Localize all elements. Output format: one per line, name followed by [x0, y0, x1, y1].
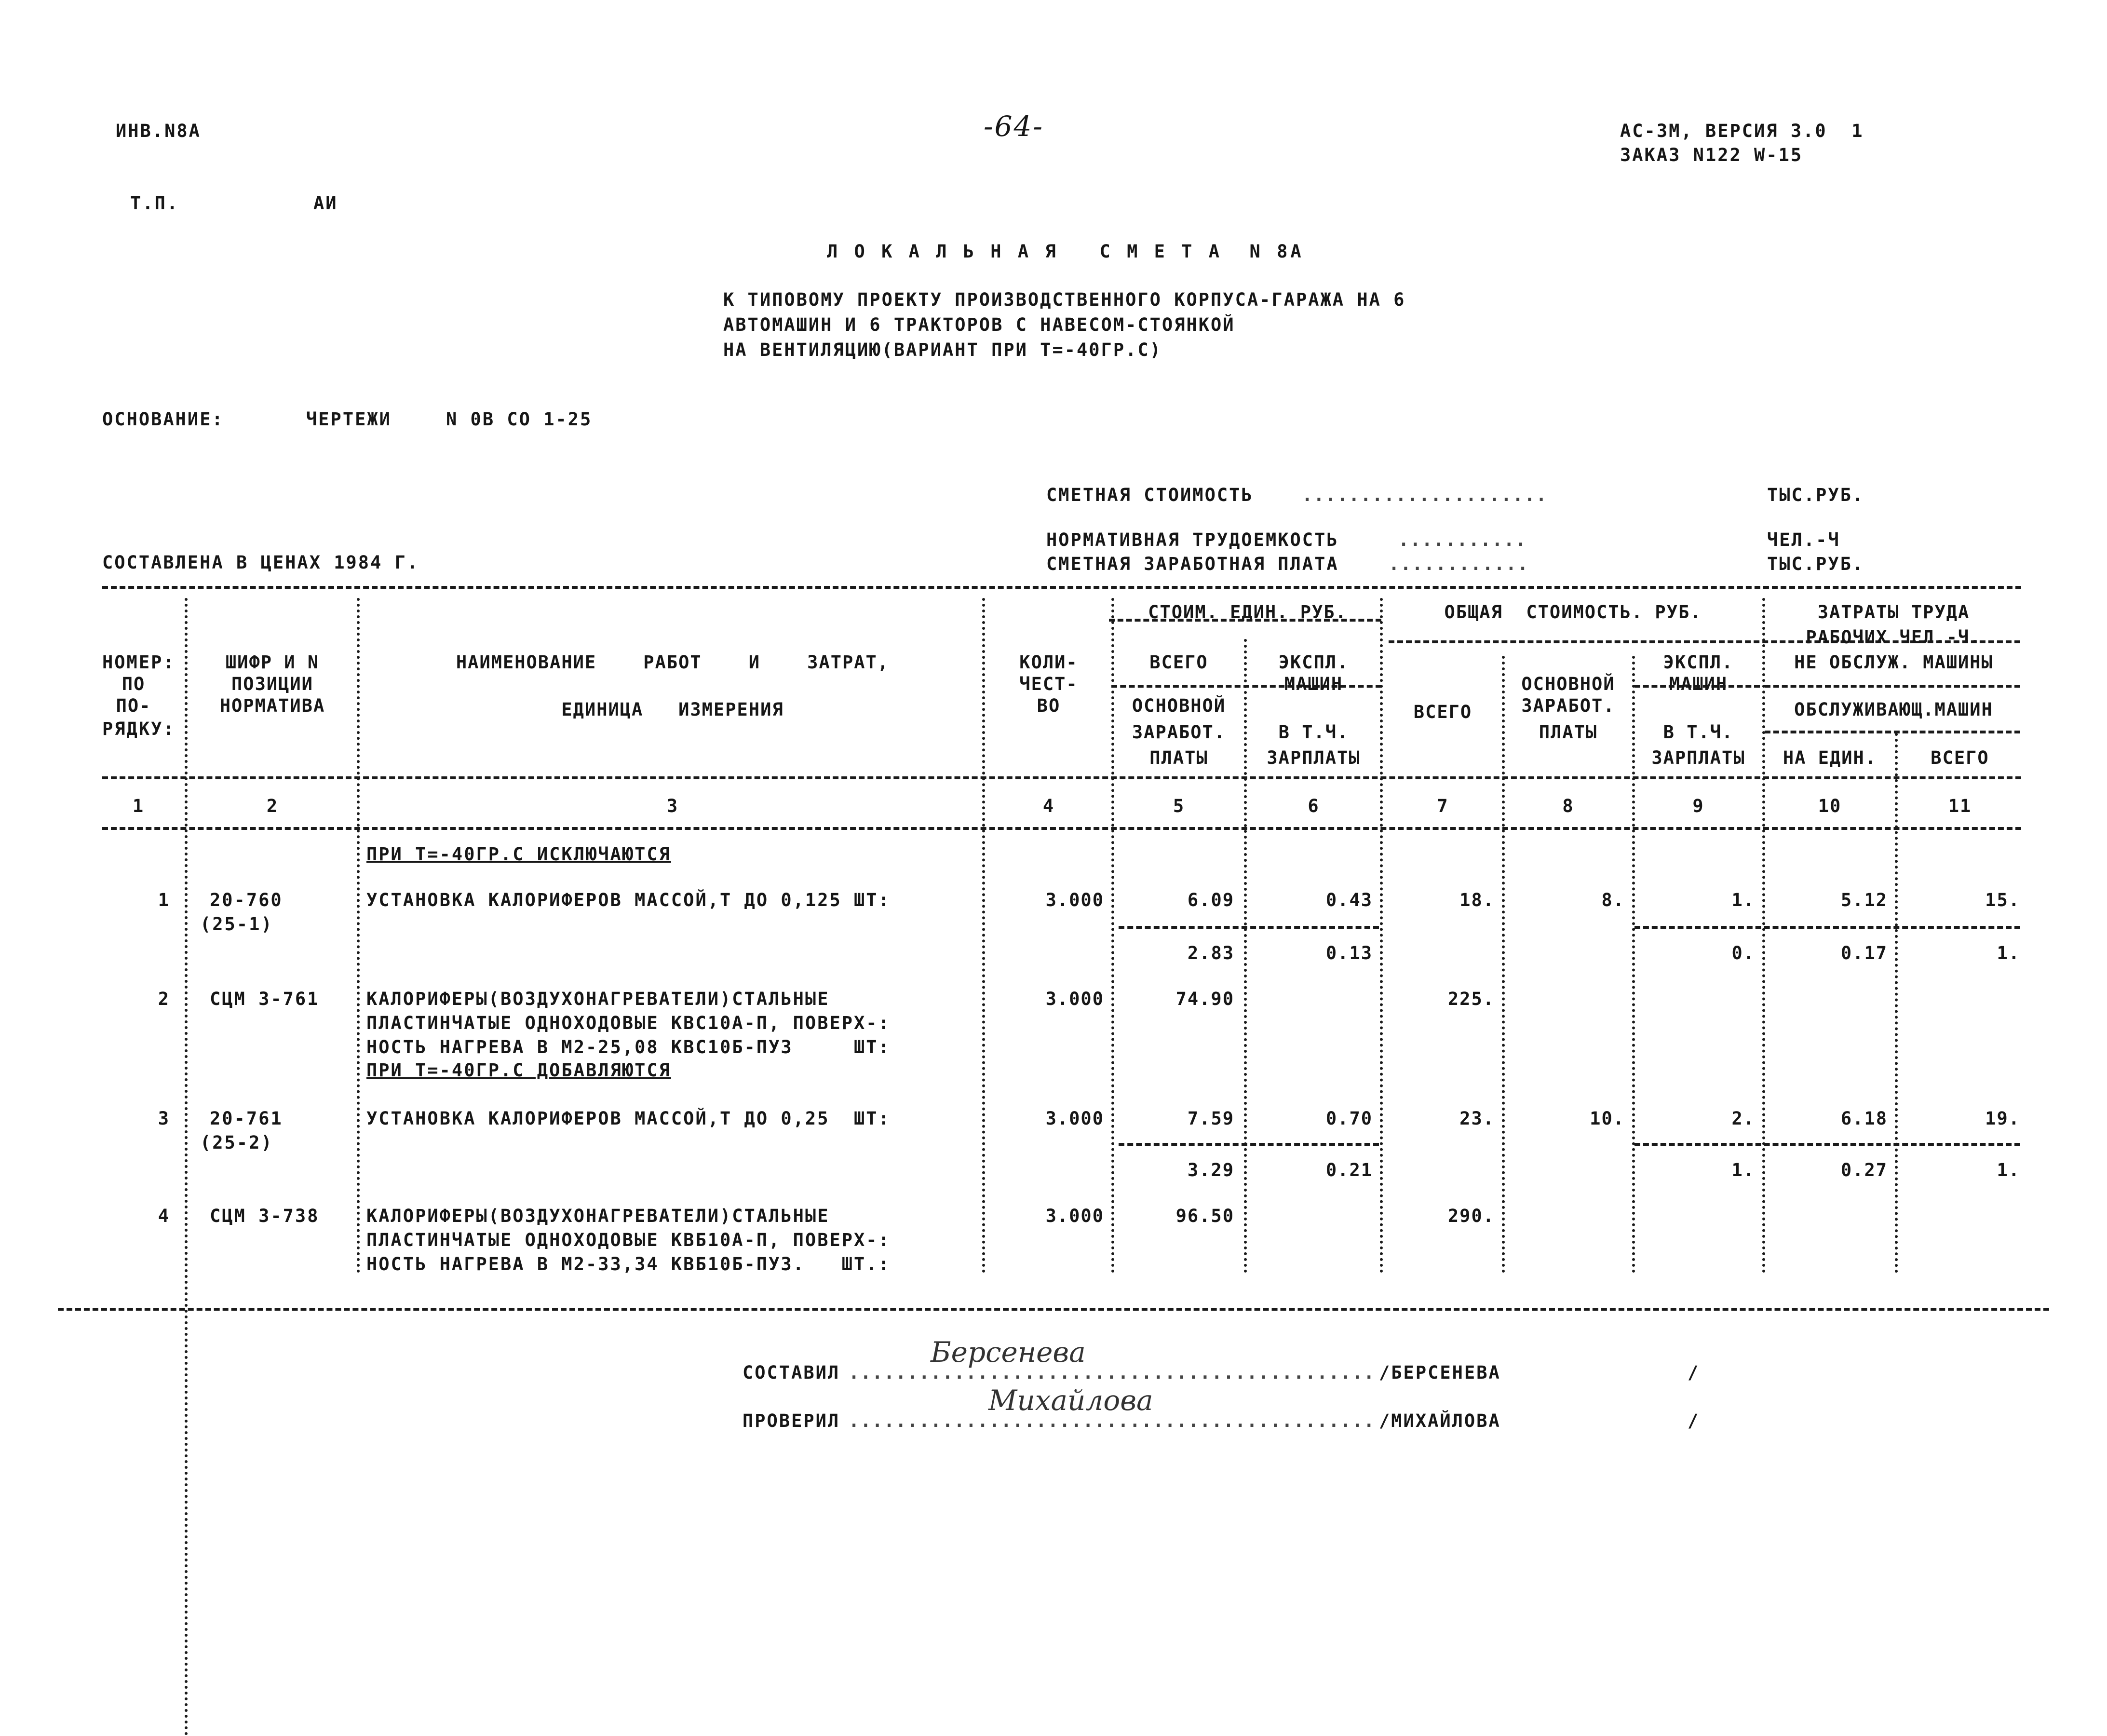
row1-unit-wage: 2.83	[1187, 943, 1234, 963]
row2-total: 225.	[1447, 989, 1495, 1009]
hdr-total-wages-2: ЗАРАБОТ.	[1521, 695, 1615, 716]
table-header-rule	[102, 776, 2021, 779]
labor-rule-2	[1765, 731, 2020, 733]
colnum-9: 9	[1692, 796, 1704, 816]
row3-wages: 10.	[1590, 1108, 1625, 1129]
colnum-3: 3	[666, 796, 679, 816]
colnum-1: 1	[132, 796, 145, 816]
hdr-unit-machine-2: МАШИН	[1284, 674, 1343, 694]
row1-machine: 1.	[1731, 890, 1755, 910]
wages-dots: ............	[1389, 554, 1529, 574]
page-title: Л О К А Л Ь Н А Я С М Е Т А N 8А	[827, 241, 1304, 262]
col-separator-7	[1502, 656, 1510, 1273]
hdr-code-2: ПОЗИЦИИ	[231, 674, 313, 694]
colnum-7: 7	[1437, 796, 1449, 816]
row1-unit-total: 6.09	[1187, 890, 1234, 910]
hdr-unit-total-3: ЗАРАБОТ.	[1132, 722, 1226, 743]
row4-code: СЦМ 3-738	[210, 1206, 320, 1226]
colnum-8: 8	[1562, 796, 1574, 816]
table-colnum-rule	[102, 827, 2021, 830]
row3-machine-wage: 1.	[1731, 1160, 1755, 1180]
hdr-labor-title-2: РАБОЧИХ ЧЕЛ.-Ч.	[1806, 627, 1982, 648]
hdr-code-1: ШИФР И N	[225, 652, 320, 673]
hdr-total-machine-4: ЗАРПЛАТЫ	[1651, 747, 1745, 768]
row4-total: 290.	[1447, 1206, 1495, 1226]
labor-dots: ...........	[1398, 529, 1527, 550]
row3-unit-wage: 3.29	[1187, 1160, 1234, 1180]
row3-labor-unit2: 0.27	[1840, 1160, 1888, 1180]
row2-code: СЦМ 3-761	[210, 989, 320, 1009]
table-bottom-rule	[58, 1308, 2049, 1311]
hdr-labor-per-unit: НА ЕДИН.	[1783, 747, 1877, 768]
ai-label: АИ	[313, 193, 338, 214]
labor-rule	[1765, 685, 2020, 688]
hdr-qty-2: ЧЕСТ-	[1019, 674, 1078, 694]
hdr-name-2: ЕДИНИЦА ИЗМЕРЕНИЯ	[561, 699, 784, 720]
order-label: ЗАКАЗ N122 W-15	[1620, 145, 1803, 165]
row3-labor-total: 19.	[1985, 1108, 2020, 1129]
row1-labor-unit2: 0.17	[1840, 943, 1888, 963]
row1-code-2: (25-1)	[200, 914, 273, 935]
basis-drawings: ЧЕРТЕЖИ	[306, 409, 392, 430]
labor-label: НОРМАТИВНАЯ ТРУДОЕМКОСТЬ	[1046, 529, 1339, 550]
hdr-qty-3: ВО	[1037, 695, 1061, 716]
row1-name: УСТАНОВКА КАЛОРИФЕРОВ МАССОЙ,Т ДО 0,125 ШТ:	[366, 890, 891, 910]
hdr-total-cost-title: ОБЩАЯ СТОИМОСТЬ. РУБ.	[1444, 602, 1702, 623]
hdr-num-4: РЯДКУ:	[102, 719, 176, 739]
hdr-num-3: ПО-	[116, 695, 151, 716]
row1-labor-unit: 5.12	[1840, 890, 1888, 910]
row1-num: 1	[158, 890, 170, 910]
row4-name-3: НОСТЬ НАГРЕВА В М2-33,34 КВБ10Б-ПУЗ. ШТ.:	[366, 1254, 891, 1275]
row1-unit-machine-wage: 0.13	[1325, 943, 1373, 963]
hdr-unit-total-4: ПЛАТЫ	[1149, 747, 1208, 768]
labor-unit: ЧЕЛ.-Ч	[1767, 529, 1840, 550]
hdr-code-3: НОРМАТИВА	[219, 695, 325, 716]
page-number: -64-	[984, 110, 1044, 143]
hdr-total-all: ВСЕГО	[1413, 702, 1472, 722]
hdr-total-machine-2: МАШИН	[1669, 674, 1728, 694]
row2-unit-total: 74.90	[1175, 989, 1234, 1009]
row4-name-2: ПЛАСТИНЧАТЫЕ ОДНОХОДОВЫЕ КВБ10А-П, ПОВЕРХ-:	[366, 1230, 891, 1250]
compiled-dots: .............................................	[849, 1362, 1376, 1383]
prices-label: СОСТАВЛЕНА В ЦЕНАХ 1984 Г.	[102, 552, 419, 573]
row2-num: 2	[158, 989, 170, 1009]
row2-name-1: КАЛОРИФЕРЫ(ВОЗДУХОНАГРЕВАТЕЛИ)СТАЛЬНЫЕ	[366, 989, 830, 1009]
row3-total: 23.	[1459, 1108, 1495, 1129]
row2-name-3: НОСТЬ НАГРЕВА В М2-25,08 КВС10Б-ПУЗ ШТ:	[366, 1037, 891, 1058]
colnum-6: 6	[1308, 796, 1320, 816]
wages-unit: ТЫС.РУБ.	[1767, 554, 1865, 574]
row1-subrule-2	[1634, 926, 2020, 929]
subtitle-line-2: АВТОМАШИН И 6 ТРАКТОРОВ С НАВЕСОМ-СТОЯНКОЙ	[723, 314, 1235, 335]
hdr-qty-1: КОЛИ-	[1019, 652, 1078, 673]
compiled-name: /БЕРСЕНЕВА	[1379, 1362, 1501, 1383]
row3-machine: 2.	[1731, 1108, 1755, 1129]
row1-code-1: 20-760	[210, 890, 283, 910]
hdr-total-wages-3: ПЛАТЫ	[1539, 722, 1598, 743]
table-top-rule	[102, 586, 2021, 589]
row4-name-1: КАЛОРИФЕРЫ(ВОЗДУХОНАГРЕВАТЕЛИ)СТАЛЬНЫЕ	[366, 1206, 830, 1226]
row3-subrule	[1119, 1143, 1379, 1146]
checked-dots: .............................................	[849, 1410, 1376, 1431]
row3-code-1: 20-761	[210, 1108, 283, 1129]
checked-label: ПРОВЕРИЛ	[743, 1410, 840, 1431]
hdr-labor-total: ВСЕГО	[1931, 747, 1989, 768]
row4-num: 4	[158, 1206, 170, 1226]
tp-label: Т.П.	[130, 193, 179, 214]
row3-labor-unit: 6.18	[1840, 1108, 1888, 1129]
hdr-unit-machine-3: В Т.Ч.	[1278, 722, 1349, 743]
row3-code-2: (25-2)	[200, 1132, 273, 1153]
estimate-cost-label: СМЕТНАЯ СТОИМОСТЬ	[1046, 485, 1254, 505]
row3-subrule-2	[1634, 1143, 2020, 1146]
hdr-unit-machine-1: ЭКСПЛ.	[1278, 652, 1349, 673]
row3-num: 3	[158, 1108, 170, 1129]
compiled-label: СОСТАВИЛ	[743, 1362, 840, 1383]
hdr-num-1: НОМЕР:	[102, 652, 176, 673]
row1-wages: 8.	[1601, 890, 1625, 910]
row1-labor-total: 15.	[1985, 890, 2020, 910]
colnum-5: 5	[1173, 796, 1185, 816]
row1-machine-wage: 0.	[1731, 943, 1755, 963]
colnum-4: 4	[1042, 796, 1055, 816]
row1-labor-total2: 1.	[1997, 943, 2020, 963]
basis-label: ОСНОВАНИЕ:	[102, 409, 224, 430]
hdr-labor-title-1: ЗАТРАТЫ ТРУДА	[1817, 602, 1970, 623]
hdr-unit-machine-4: ЗАРПЛАТЫ	[1267, 747, 1361, 768]
row2-qty: 3.000	[1045, 989, 1104, 1009]
inventory-number: ИНВ.N8A	[116, 121, 201, 141]
row3-unit-machine-wage: 0.21	[1325, 1160, 1373, 1180]
hdr-total-machine-3: В Т.Ч.	[1663, 722, 1734, 743]
hdr-unit-cost-title: СТОИМ. ЕДИН. РУБ.	[1148, 602, 1347, 623]
hdr-unit-total-1: ВСЕГО	[1149, 652, 1208, 673]
row3-name: УСТАНОВКА КАЛОРИФЕРОВ МАССОЙ,Т ДО 0,25 ШТ:	[366, 1108, 891, 1129]
row4-unit-total: 96.50	[1175, 1206, 1234, 1226]
row1-subrule	[1119, 926, 1379, 929]
subtitle-line-3: НА ВЕНТИЛЯЦИЮ(ВАРИАНТ ПРИ Т=-40ГР.С)	[723, 339, 1162, 360]
signature-bersneva: Берсенева	[931, 1336, 1086, 1369]
basis-number: N 0В СО 1-25	[446, 409, 593, 430]
col-separator-3	[982, 598, 990, 1273]
row1-qty: 3.000	[1045, 890, 1104, 910]
col-separator-2	[357, 598, 365, 1273]
row3-unit-total: 7.59	[1187, 1108, 1234, 1129]
subtitle-line-1: К ТИПОВОМУ ПРОЕКТУ ПРОИЗВОДСТВЕННОГО КОРПУСА-ГАРАЖА НА 6	[723, 289, 1406, 310]
hdr-total-wages-1: ОСНОВНОЙ	[1521, 674, 1615, 694]
col-separator-6	[1380, 598, 1388, 1273]
row4-qty: 3.000	[1045, 1206, 1104, 1226]
estimate-cost-unit: ТЫС.РУБ.	[1767, 485, 1865, 505]
row3-unit-machine: 0.70	[1325, 1108, 1373, 1129]
row1-total: 18.	[1459, 890, 1495, 910]
compiled-slash: /	[1688, 1362, 1700, 1383]
signature-mikhailova: Михайлова	[988, 1384, 1153, 1417]
colnum-11: 11	[1948, 796, 1972, 816]
hdr-labor-not-serving: НЕ ОБСЛУЖ. МАШИНЫ	[1794, 652, 1993, 673]
col-separator-1	[185, 598, 192, 1736]
hdr-total-machine-1: ЭКСПЛ.	[1663, 652, 1734, 673]
version-label: АС-3М, ВЕРСИЯ 3.0 1	[1620, 121, 1864, 141]
colnum-2: 2	[266, 796, 279, 816]
estimate-cost-dots: .....................	[1302, 485, 1548, 505]
checked-slash: /	[1688, 1410, 1700, 1431]
hdr-unit-total-2: ОСНОВНОЙ	[1132, 695, 1226, 716]
row2-name-2: ПЛАСТИНЧАТЫЕ ОДНОХОДОВЫЕ КВС10А-П, ПОВЕРХ-:	[366, 1013, 891, 1033]
hdr-name-1: НАИМЕНОВАНИЕ РАБОТ И ЗАТРАТ,	[456, 652, 890, 673]
row3-qty: 3.000	[1045, 1108, 1104, 1129]
wages-label: СМЕТНАЯ ЗАРАБОТНАЯ ПЛАТА	[1046, 554, 1339, 574]
note-excluded: ПРИ Т=-40ГР.С ИСКЛЮЧАЮТСЯ	[366, 844, 671, 865]
row3-labor-total2: 1.	[1997, 1160, 2020, 1180]
checked-name: /МИХАЙЛОВА	[1379, 1410, 1501, 1431]
row1-unit-machine: 0.43	[1325, 890, 1373, 910]
colnum-10: 10	[1818, 796, 1842, 816]
hdr-num-2: ПО	[122, 674, 146, 694]
hdr-labor-serving: ОБСЛУЖИВАЮЩ.МАШИН	[1794, 699, 1993, 720]
note-added: ПРИ Т=-40ГР.С ДОБАВЛЯЮТСЯ	[366, 1060, 671, 1081]
